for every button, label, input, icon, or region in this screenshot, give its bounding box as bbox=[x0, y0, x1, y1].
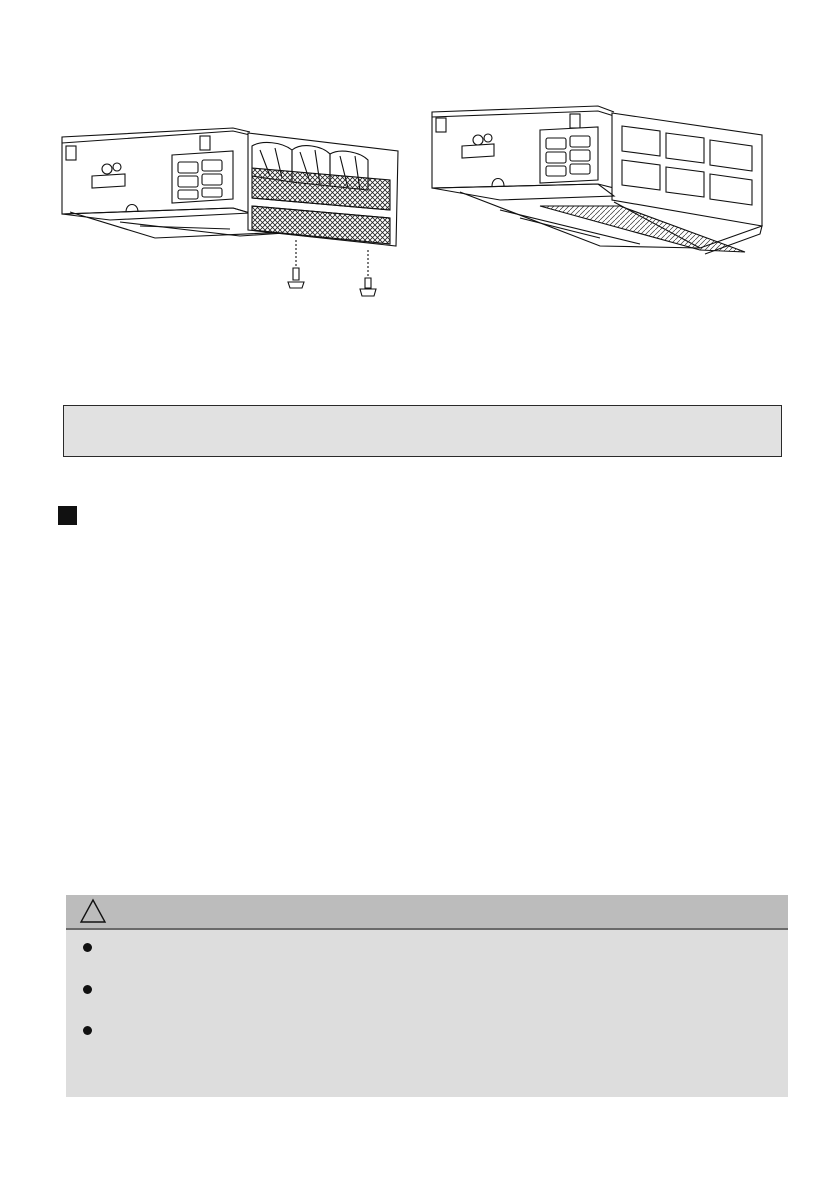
warning-triangle-icon bbox=[79, 898, 107, 924]
figures-area bbox=[0, 0, 840, 330]
ceiling-unit-filter-installed-icon bbox=[432, 106, 762, 254]
caution-panel bbox=[66, 895, 788, 1097]
caution-header bbox=[66, 895, 788, 930]
bullet-icon bbox=[83, 943, 92, 952]
black-square-icon bbox=[58, 506, 77, 525]
note-box bbox=[63, 405, 782, 457]
ceiling-unit-filter-removed-icon bbox=[62, 128, 398, 296]
bullet-icon bbox=[83, 1026, 92, 1035]
bullet-icon bbox=[83, 985, 92, 994]
